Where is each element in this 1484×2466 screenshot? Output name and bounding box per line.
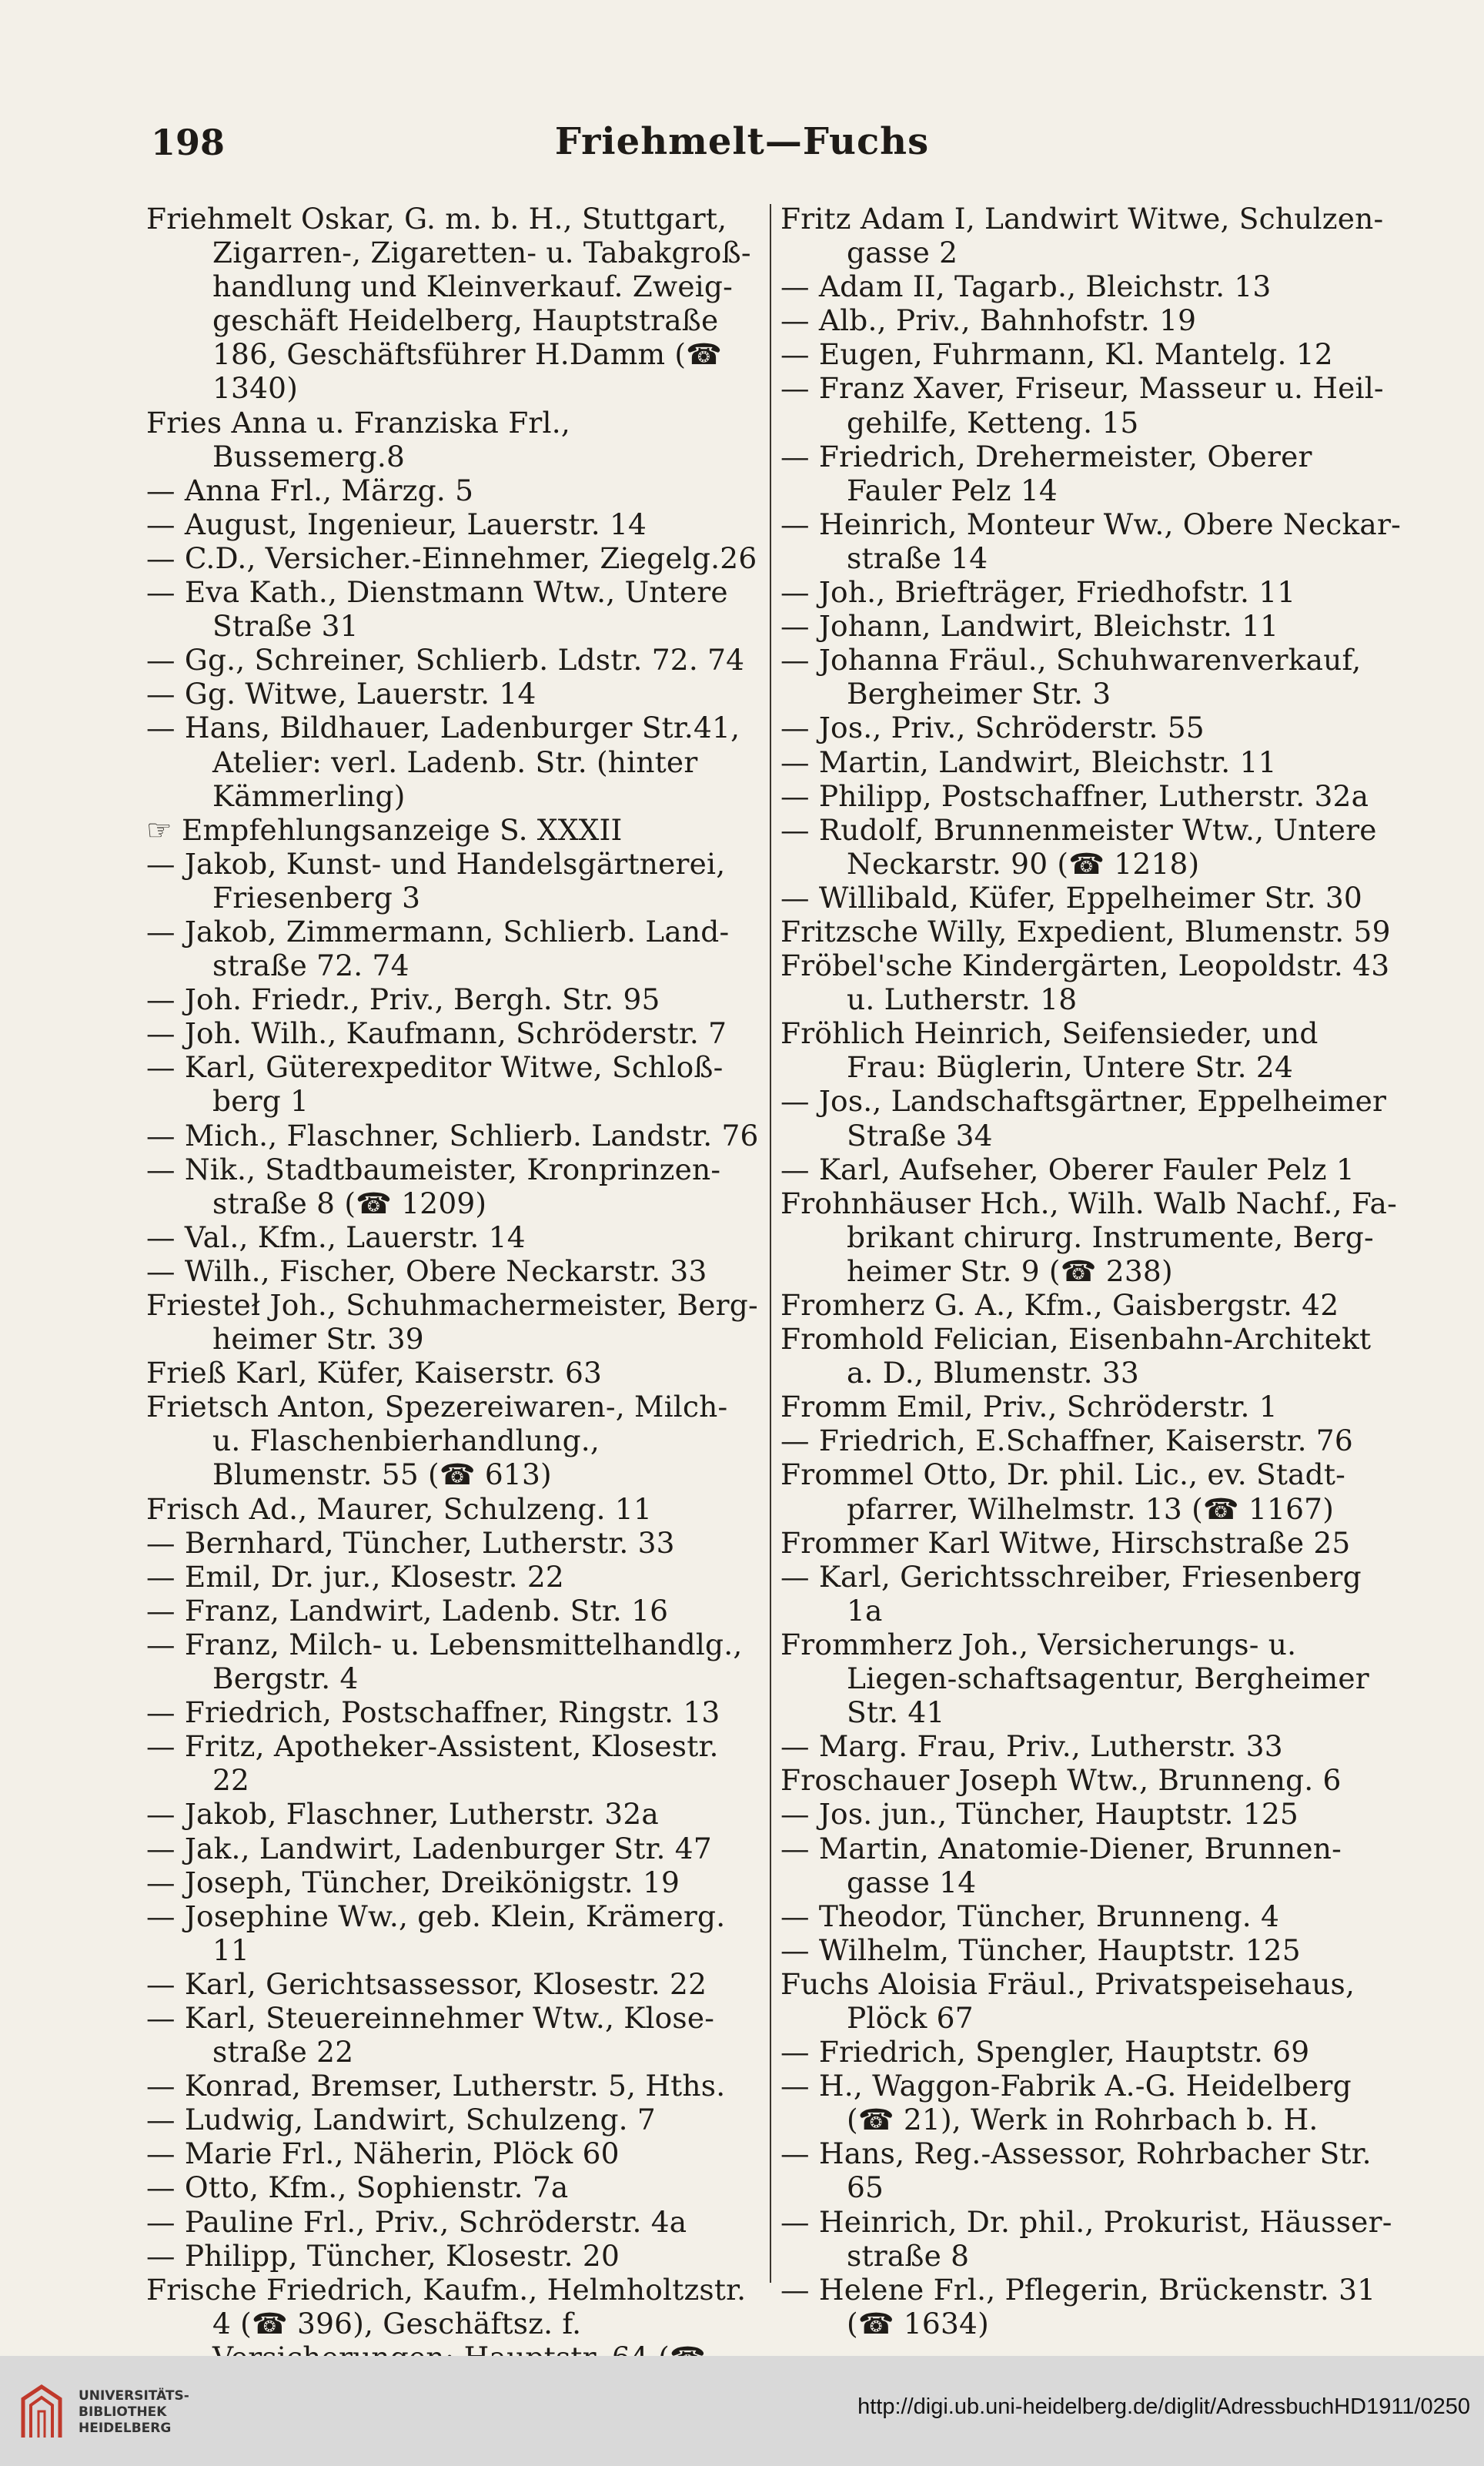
directory-entry: — Jos., Priv., Schröderstr. 55 [780, 711, 1205, 745]
directory-entry: — Joseph, Tüncher, Dreikönigstr. 19 [146, 1865, 680, 1899]
directory-entry: — Franz, Landwirt, Ladenb. Str. 16 [146, 1593, 669, 1628]
directory-entry: — Ludwig, Landwirt, Schulzeng. 7 [146, 2103, 656, 2137]
directory-entry: — Joh. Friedr., Priv., Bergh. Str. 95 [146, 982, 660, 1017]
page-number: 198 [151, 122, 226, 163]
directory-entry: — Fritz, Apotheker-Assistent, Klosestr. 22 [146, 1729, 719, 1798]
directory-entry: — Philipp, Postschaffner, Lutherstr. 32a [780, 778, 1369, 813]
directory-entry: Frommer Karl Witwe, Hirschstraße 25 [780, 1525, 1351, 1560]
directory-entry: — Marie Frl., Näherin, Plöck 60 [146, 2136, 620, 2171]
directory-entry: — Alb., Priv., Bahnhofstr. 19 [780, 303, 1197, 338]
directory-entry: Fries Anna u. Franziska Frl., Bussemerg.8 [146, 405, 570, 473]
directory-entry: Fromhold Felician, Eisenbahn-Architekt a. D., Blumenstr. 33 [780, 1322, 1372, 1390]
directory-entry: — Franz Xaver, Friseur, Masseur u. Heil-gehilfe, Ketteng. 15 [780, 371, 1384, 440]
directory-entry: — Helene Frl., Pflegerin, Brückenstr. 31 (☎ 1634) [780, 2272, 1376, 2341]
directory-entry: Froschauer Joseph Wtw., Brunneng. 6 [780, 1763, 1342, 1798]
left-column [146, 202, 762, 2408]
directory-entry: — Karl, Güterexpeditor Witwe, Schloß-berg 1 [146, 1050, 724, 1119]
column-divider [770, 204, 771, 2283]
directory-entry: Fuchs Aloisia Fräul., Privatspeisehaus, Plöck 67 [780, 1966, 1355, 2035]
directory-entry: — Emil, Dr. jur., Klosestr. 22 [146, 1559, 564, 1594]
directory-entry: — Friedrich, E.Schaffner, Kaiserstr. 76 [780, 1424, 1353, 1458]
directory-entry: — Nik., Stadtbaumeister, Kronprinzen-straße 8 (☎ 1209) [146, 1152, 721, 1220]
directory-entry: — Mich., Flaschner, Schlierb. Landstr. 76 [146, 1118, 759, 1153]
directory-entry: — Heinrich, Monteur Ww., Obere Neckar-straße 14 [780, 507, 1401, 575]
library-line-3: HEIDELBERG [79, 2421, 172, 2436]
library-line-1: UNIVERSITÄTS- [79, 2388, 189, 2404]
directory-entry: Fröbel'sche Kindergärten, Leopoldstr. 43 u. Lutherstr. 18 [780, 949, 1390, 1017]
directory-entry: — H., Waggon-Fabrik A.-G. Heidelberg (☎ 21), Werk in Rohrbach b. H. [780, 2069, 1352, 2137]
directory-entry: — Josephine Ww., geb. Klein, Krämerg. 11 [146, 1899, 726, 1967]
directory-entry: — C.D., Versicher.-Einnehmer, Ziegelg.26 [146, 540, 757, 575]
directory-entry: — Karl, Steuereinnehmer Wtw., Klose-straße 22 [146, 2000, 715, 2069]
directory-entry: — Joh., Briefträger, Friedhofstr. 11 [780, 575, 1296, 610]
directory-entry: Fritzsche Willy, Expedient, Blumenstr. 59 [780, 914, 1391, 949]
directory-entry: — Gg. Witwe, Lauerstr. 14 [146, 677, 536, 711]
directory-entry: Fröhlich Heinrich, Seifensieder, und Frau: Büglerin, Untere Str. 24 [780, 1016, 1319, 1085]
directory-entry: — Marg. Frau, Priv., Lutherstr. 33 [780, 1729, 1283, 1764]
directory-entry: — Anna Frl., Märzg. 5 [146, 473, 474, 507]
directory-entry: — Adam II, Tagarb., Bleichstr. 13 [780, 269, 1272, 304]
directory-entry: Frohnhäuser Hch., Wilh. Walb Nachf., Fa-brikant chirurg. Instrumente, Berg-heimer Str. 9 (☎ 238) [780, 1186, 1397, 1288]
directory-entry: — Martin, Landwirt, Bleichstr. 11 [780, 744, 1277, 779]
directory-entry: Friesteł Joh., Schuhmachermeister, Berg-heimer Str. 39 [146, 1288, 758, 1357]
directory-entry: — Val., Kfm., Lauerstr. 14 [146, 1220, 526, 1254]
directory-entry: — Gg., Schreiner, Schlierb. Ldstr. 72. 74 [146, 643, 745, 678]
directory-entry: Fromm Emil, Priv., Schröderstr. 1 [780, 1390, 1278, 1424]
directory-entry: — Bernhard, Tüncher, Lutherstr. 33 [146, 1525, 675, 1560]
directory-entry: — Johann, Landwirt, Bleichstr. 11 [780, 609, 1279, 644]
directory-entry: — Friedrich, Postschaffner, Ringstr. 13 [146, 1695, 720, 1730]
directory-entry: Friehmelt Oskar, G. m. b. H., Stuttgart, Zigarren-, Zigaretten- u. Tabakgroß-handlung und Kleinverkauf. Zweig-geschäft Heidelberg, Hauptstraße 186, Geschäftsführer H.Damm (☎ 1340) [146, 202, 751, 406]
directory-entry: — Theodor, Tüncher, Brunneng. 4 [780, 1899, 1280, 1933]
directory-entry: Frieß Karl, Küfer, Kaiserstr. 63 [146, 1356, 603, 1390]
directory-entry: — Jakob, Flaschner, Lutherstr. 32a [146, 1797, 659, 1832]
directory-entry: Frisch Ad., Maurer, Schulzeng. 11 [146, 1491, 653, 1526]
directory-entry: Frommherz Joh., Versicherungs- u. Liegen-schaftsagentur, Bergheimer Str. 41 [780, 1627, 1369, 1730]
directory-entry: — Franz, Milch- u. Lebensmittelhandlg., Bergstr. 4 [146, 1627, 743, 1696]
directory-entry: — Rudolf, Brunnenmeister Wtw., Untere Neckarstr. 90 (☎ 1218) [780, 812, 1377, 881]
directory-entry: — Heinrich, Dr. phil., Prokurist, Häusser-straße 8 [780, 2204, 1392, 2273]
directory-entry: Fromherz G. A., Kfm., Gaisbergstr. 42 [780, 1288, 1339, 1322]
directory-entry: — Martin, Anatomie-Diener, Brunnen-gasse 14 [780, 1831, 1342, 1899]
directory-entry: Frische Friedrich, Kaufm., Helmholtzstr. 4 (☎ 396), Geschäftsz. f. [146, 2272, 747, 2341]
directory-entry: — Wilhelm, Tüncher, Hauptstr. 125 [780, 1932, 1301, 1967]
directory-entry: — Friedrich, Drehermeister, Oberer Fauler Pelz 14 [780, 439, 1312, 507]
directory-entry: — Jak., Landwirt, Ladenburger Str. 47 [146, 1831, 712, 1865]
directory-entry: — Konrad, Bremser, Lutherstr. 5, Hths. [146, 2069, 726, 2103]
library-logo-icon [17, 2384, 66, 2439]
library-line-2: BIBLIOTHEK [79, 2404, 167, 2420]
directory-entry: — Hans, Bildhauer, Ladenburger Str.41, Atelier: verl. Ladenb. Str. (hinter Kämmerling) [146, 711, 740, 813]
directory-entry: — Wilh., Fischer, Obere Neckarstr. 33 [146, 1253, 707, 1288]
directory-entry: — Eva Kath., Dienstmann Wtw., Untere Straße 31 [146, 575, 728, 644]
footer-bar [0, 2356, 1484, 2466]
directory-entry: Frietsch Anton, Spezereiwaren-, Milch- u. Flaschenbierhandlung., Blumenstr. 55 (☎ 613) [146, 1390, 728, 1492]
directory-entry: — Friedrich, Spengler, Hauptstr. 69 [780, 2035, 1310, 2069]
directory-entry: — Karl, Aufseher, Oberer Fauler Pelz 1 [780, 1152, 1355, 1186]
directory-entry: — Karl, Gerichtsschreiber, Friesenberg 1a [780, 1559, 1362, 1628]
directory-entry: ☞ Empfehlungsanzeige S. XXXII [146, 812, 623, 847]
directory-entry: — Jos. jun., Tüncher, Hauptstr. 125 [780, 1797, 1298, 1832]
running-head: Friehmelt—Fuchs [554, 120, 930, 163]
directory-entry: Fritz Adam I, Landwirt Witwe, Schulzen-gasse 2 [780, 202, 1384, 270]
right-column [780, 202, 1404, 2341]
directory-entry: — Otto, Kfm., Sophienstr. 7a [146, 2170, 569, 2205]
directory-entry: — Willibald, Küfer, Eppelheimer Str. 30 [780, 880, 1362, 915]
directory-entry: — Johanna Fräul., Schuhwarenverkauf, Bergheimer Str. 3 [780, 643, 1362, 711]
directory-entry: — Joh. Wilh., Kaufmann, Schröderstr. 7 [146, 1016, 727, 1051]
directory-entry: — Pauline Frl., Priv., Schröderstr. 4a [146, 2204, 687, 2239]
directory-entry: — Jos., Landschaftsgärtner, Eppelheimer Straße 34 [780, 1084, 1387, 1153]
directory-entry: — Jakob, Zimmermann, Schlierb. Land-straße 72. 74 [146, 914, 730, 983]
directory-entry: Frommel Otto, Dr. phil. Lic., ev. Stadt-pfarrer, Wilhelmstr. 13 (☎ 1167) [780, 1457, 1346, 1526]
directory-entry: — Jakob, Kunst- und Handelsgärtnerei, Friesenberg 3 [146, 846, 726, 915]
directory-entry: — Philipp, Tüncher, Klosestr. 20 [146, 2238, 620, 2273]
directory-entry: — Karl, Gerichtsassessor, Klosestr. 22 [146, 1966, 707, 2001]
directory-entry: — August, Ingenieur, Lauerstr. 14 [146, 507, 647, 541]
directory-entry: — Eugen, Fuhrmann, Kl. Mantelg. 12 [780, 337, 1333, 372]
library-name [79, 2388, 189, 2437]
directory-entry: — Hans, Reg.-Assessor, Rohrbacher Str. 65 [780, 2136, 1372, 2205]
source-url[interactable]: http://digi.ub.uni-heidelberg.de/diglit/AdressbuchHD1911/0250 [857, 2394, 1470, 2419]
